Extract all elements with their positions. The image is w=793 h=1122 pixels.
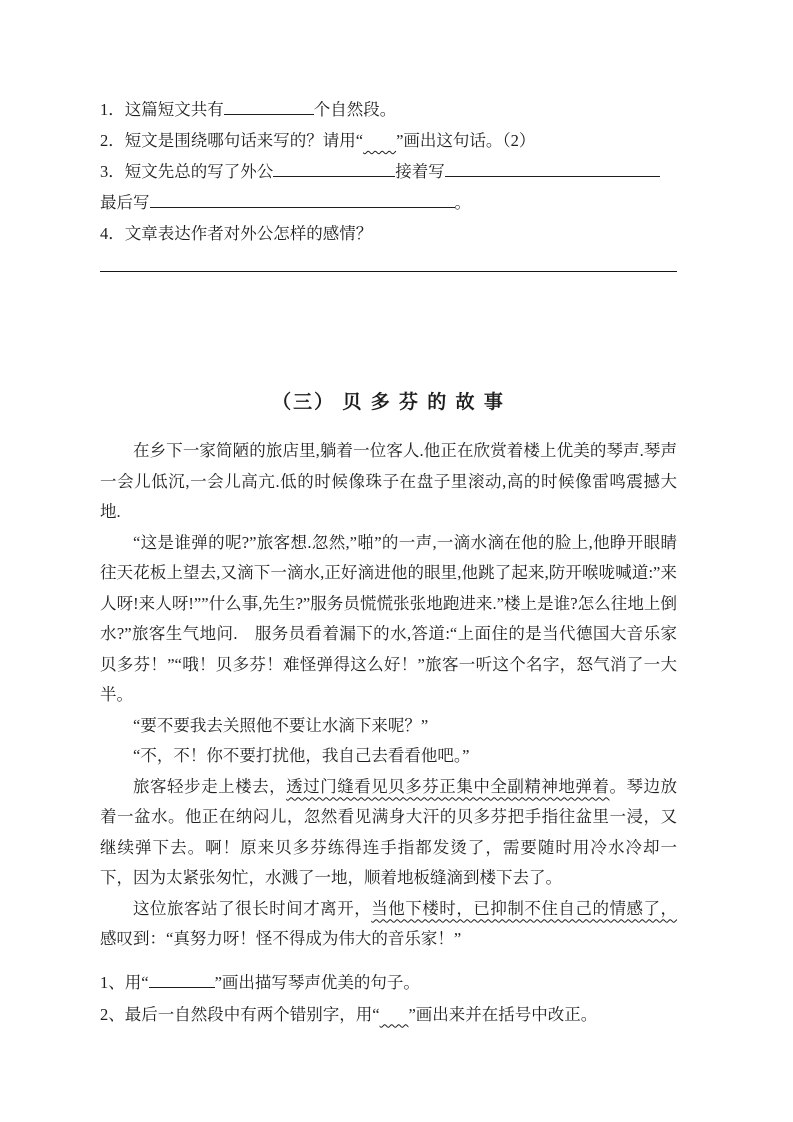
bottom-question-2 xyxy=(100,999,677,1031)
wavy-line-blank xyxy=(380,999,409,1031)
fill-in-blank xyxy=(149,975,215,988)
question-1 xyxy=(100,94,677,125)
question-2 xyxy=(100,125,677,156)
question-3b-text: 最后写 xyxy=(100,193,150,212)
answer-line xyxy=(100,271,677,272)
question-1-suffix: 个自然段。 xyxy=(313,100,397,119)
question-3-mid: 接着写 xyxy=(395,162,445,181)
bottom-questions-section xyxy=(100,967,677,1031)
question-4 xyxy=(100,218,677,249)
question-3-text: 3．短文先总的写了外公 xyxy=(100,162,274,181)
story-paragraph-4: “不，不！你不要打扰他，我自己去看看他吧。” xyxy=(133,746,470,765)
paragraph-6-pre: 这位旅客站了很长时间才离开， xyxy=(133,898,372,918)
story-paragraph-6 xyxy=(100,894,677,955)
paragraph-5-wavy-underlined: 透过门缝看见贝多芬正集中全副精神地弹着 xyxy=(286,776,610,796)
paragraph-5-post: 。琴边放着一盆水。他正在纳闷儿，忽然看见满身大汗的贝多芬把手指往盆里一浸，又继续弹下去。啊！原来贝多芬练得连手指都发烫了，需要随时用冷水冷却一下，因为太紧张匆忙，水溅了一地，顺着地板缝滴到楼下去了。 xyxy=(100,776,678,887)
page-content xyxy=(100,94,677,1031)
fill-in-blank xyxy=(224,102,314,115)
story-paragraph-3: “要不要我去关照他不要让水滴下来呢？” xyxy=(133,715,429,735)
wavy-line-blank xyxy=(363,125,396,156)
question-2-text: 2．短文是围绕哪句话来写的？请用“ xyxy=(100,131,364,150)
fill-in-blank xyxy=(273,164,395,177)
paragraph-6-post: 感叹到：“真努力呀！怪不得成为伟大的音乐家！” xyxy=(100,929,462,948)
fill-in-blank xyxy=(445,164,660,177)
story-text xyxy=(100,436,677,955)
bottom-question-2-suffix: ”画出来并在括号中改正。 xyxy=(408,1004,598,1024)
bottom-question-1-suffix: ”画出描写琴声优美的句子。 xyxy=(214,972,420,992)
bottom-question-1-text: 1、用“ xyxy=(100,972,149,992)
bottom-question-2-text: 2、最后一自然段中有两个错别字，用“ xyxy=(100,1004,380,1024)
story-paragraph-2: “这是谁弹的呢?”旅客想.忽然,”啪”的一声,一滴水滴在他的脸上,他睁开眼睛往天花板上望去,又滴下一滴水,正好滴进他的眼里,他跳了起来,防开喉咙喊道:”来人呀!来人呀!””什么事,先生?”服务员慌慌张张地跑进来.”楼上是谁?怎么往地上倒水?”旅客生气地问. 服务员看着漏下的水,答道:“上面住的是当代德国大音乐家贝多芬！”“哦！贝多芬！难怪弹得这么好！”旅客一听这个名字，怒气消了一大半。 xyxy=(100,532,677,704)
paragraph-6-wavy-underlined: 当他下楼时，已抑制不住自己的情感了， xyxy=(371,898,678,918)
section-title: （三） 贝 多 芬 的 故 事 xyxy=(272,392,505,413)
fill-in-blank xyxy=(150,195,455,208)
bottom-question-1 xyxy=(100,967,677,999)
question-1-text: 1．这篇短文共有 xyxy=(100,100,224,119)
paragraph-5-pre: 旅客轻步走上楼去， xyxy=(133,776,287,796)
question-4-text: 4．文章表达作者对外公怎样的感情？ xyxy=(100,224,373,243)
question-3-continued xyxy=(100,187,677,218)
top-questions-section xyxy=(100,94,677,272)
question-3b-suffix: 。 xyxy=(454,193,471,212)
question-3 xyxy=(100,156,677,187)
story-paragraph-5 xyxy=(100,772,677,894)
question-2-suffix: ”画出这句话。（2） xyxy=(396,131,536,150)
story-paragraph-1: 在乡下一家简陋的旅店里,躺着一位客人.他正在欣赏着楼上优美的琴声.琴声一会儿低沉,一会儿高亢.低的时候像珠子在盘子里滚动,高的时候像雷鸣震撼大地. xyxy=(100,441,677,521)
